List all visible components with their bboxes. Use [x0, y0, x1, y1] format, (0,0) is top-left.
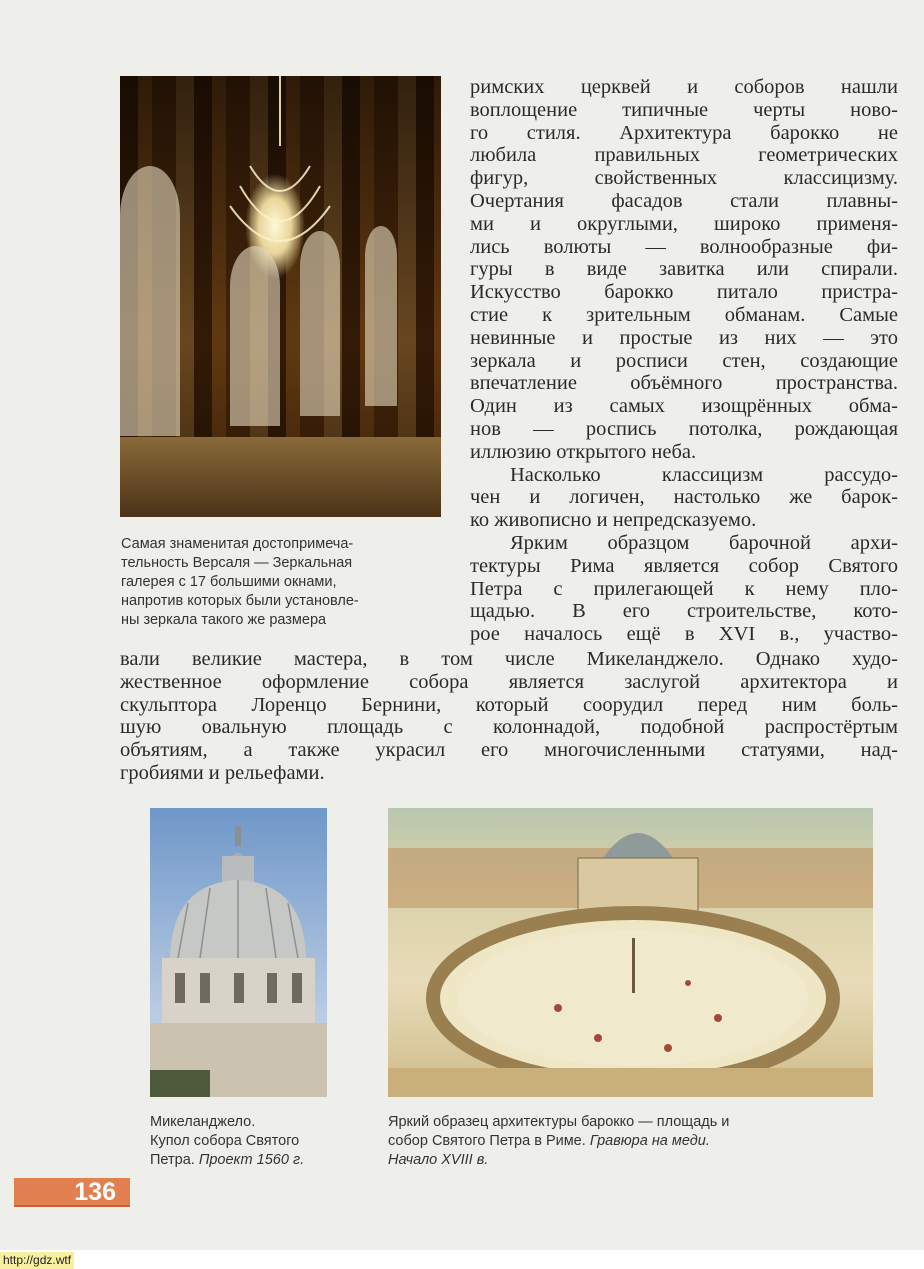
- text-line: ми и округлыми, широко применя-: [470, 212, 898, 235]
- caption-line: напротив которых были установле-: [121, 593, 359, 609]
- text-line: невинные и простые из них — это: [470, 326, 898, 349]
- page-number: 136: [14, 1178, 130, 1207]
- hall-of-mirrors-photo: [120, 76, 441, 517]
- caption-italic: Гравюра на меди.: [589, 1133, 710, 1149]
- paragraph: [470, 464, 898, 532]
- right-text-column: [470, 76, 898, 646]
- text-line: ко живописно и непредсказуемо.: [470, 509, 757, 532]
- text-line: объятиям, а также украсил его многочисленными статуями, над-: [120, 739, 898, 762]
- caption-line: [388, 1132, 868, 1151]
- text-line: тектуры Рима является собор Святого: [470, 554, 898, 577]
- text-line: Ярким образцом барочной архи-: [510, 531, 898, 554]
- text-line: щадью. В его строительстве, кото-: [470, 600, 898, 623]
- caption-line: Яркий образец архитектуры барокко — площадь и: [388, 1114, 730, 1130]
- text-line: чен и логичен, настолько же барок-: [470, 486, 898, 509]
- caption-text: собор Святого Петра в Риме.: [388, 1133, 586, 1149]
- text-line: Один из самых изощрённых обма-: [470, 395, 898, 418]
- text-line: шую овальную площадь с колоннадой, подобной распростёртым: [120, 716, 898, 739]
- text-line: Петра с прилегающей к нему пло-: [470, 577, 898, 600]
- dome-caption: [150, 1113, 370, 1170]
- caption-text: Петра.: [150, 1152, 195, 1168]
- paragraph: [470, 532, 898, 646]
- paragraph: [470, 76, 898, 464]
- caption-line: галерея с 17 большими окнами,: [121, 574, 337, 590]
- text-line: иллюзию открытого неба.: [470, 440, 697, 463]
- text-line: воплощение типичные черты ново-: [470, 98, 898, 121]
- text-line: жественное оформление собора является заслугой архитектора и: [120, 670, 898, 693]
- full-width-text: [120, 648, 898, 785]
- dome-illustration: [150, 808, 327, 1097]
- st-peters-dome-photo: [150, 808, 327, 1097]
- text-line: го стиля. Архитектура барокко не: [470, 121, 898, 144]
- caption-line: тельность Версаля — Зеркальная: [121, 555, 353, 571]
- text-line: Искусство барокко питало пристра-: [470, 281, 898, 304]
- text-line: фигур, свойственных классицизму.: [470, 167, 898, 190]
- hall-caption: [121, 535, 421, 630]
- caption-line: ны зеркала такого же размера: [121, 612, 327, 628]
- caption-italic: Проект 1560 г.: [198, 1152, 305, 1168]
- text-line: любила правильных геометрических: [470, 144, 898, 167]
- caption-line: Купол собора Святого: [150, 1133, 300, 1149]
- watermark-link[interactable]: http://gdz.wtf: [0, 1252, 74, 1269]
- text-line: впечатление объёмного пространства.: [470, 372, 898, 395]
- caption-line: [150, 1151, 370, 1170]
- caption-line: Начало XVIII в.: [388, 1152, 489, 1168]
- text-line: Насколько классицизм рассудо-: [510, 463, 898, 486]
- text-line: скульптора Лоренцо Бернини, который соорудил перед ним боль-: [120, 693, 898, 716]
- text-line: лись волюты — волнообразные фи-: [470, 235, 898, 258]
- text-line: стие к зрительным обманам. Самые: [470, 303, 898, 326]
- text-line: нов — роспись потолка, рождающая: [470, 417, 898, 440]
- text-line: римских церквей и соборов нашли: [470, 76, 898, 98]
- square-caption: [388, 1113, 868, 1170]
- floor: [120, 437, 441, 517]
- text-line: Очертания фасадов стали плавны-: [470, 189, 898, 212]
- caption-line: Микеланджело.: [150, 1114, 256, 1130]
- square-illustration: [388, 808, 873, 1097]
- caption-line: Самая знаменитая достопримеча-: [121, 536, 354, 552]
- st-peters-square-engraving: [388, 808, 873, 1097]
- text-line: гробиями и рельефами.: [120, 761, 325, 784]
- text-line: зеркала и росписи стен, создающие: [470, 349, 898, 372]
- text-line: рое началось ещё в XVI в., участво-: [470, 623, 898, 646]
- text-line: гуры в виде завитка или спирали.: [470, 258, 898, 281]
- text-line: вали великие мастера, в том числе Микеланджело. Однако худо-: [120, 648, 898, 670]
